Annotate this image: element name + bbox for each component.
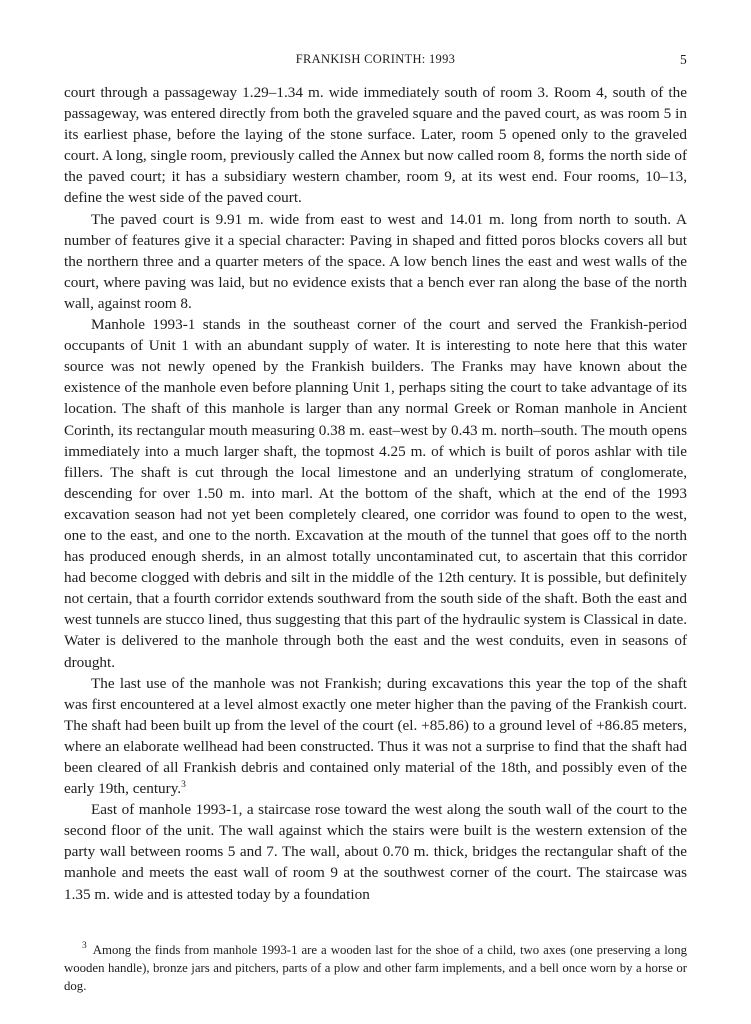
page-number: 5 (679, 52, 687, 67)
running-title: FRANKISH CORINTH: 1993 (295, 52, 456, 66)
body-text (64, 82, 687, 905)
footnote-reference[interactable]: 3 (181, 780, 186, 791)
footnote (64, 941, 687, 995)
paragraph-text: The last use of the manhole was not Frankish; during excavations this year the top of the shaft was first encountered at a level almost exactly one meter higher than the paving of the Frankish court. The shaft had been built up from the level of the court (el. +85.86) to a ground level of +86.85 meters, where an elaborate wellhead had been constructed. Thus it was not a surprise to find that the shaft had been cleared of all Frankish debris and contained only material of the 18th, and possibly even of the early 19th, century. (64, 674, 687, 798)
footnotes (64, 941, 687, 995)
footnote-text: Among the finds from manhole 1993-1 are a wooden last for the shoe of a child, two axes (one preserving a long wooden handle), bronze jars and pitchers, parts of a plow and other farm implements, and a bell once worn by a horse or dog. (64, 942, 687, 993)
paragraph: East of manhole 1993-1, a staircase rose toward the west along the south wall of the court to the second floor of the unit. The wall against which the stairs were built is the western extension of the party wall between rooms 5 and 7. The wall, about 0.70 m. thick, bridges the rectangular shaft of the manhole and meets the east wall of room 9 at the southwest corner of the court. The staircase was 1.35 m. wide and is attested today by a foundation (64, 801, 687, 903)
paragraph: Manhole 1993-1 stands in the southeast corner of the court and served the Frankish-period occupants of Unit 1 with an abundant supply of water. It is interesting to note here that this water source was not newly opened by the Frankish builders. The Franks may have known about the existence of the manhole even before planning Unit 1, perhaps siting the court to take advantage of its location. The shaft of this manhole is larger than any normal Greek or Roman manhole in Ancient Corinth, its rectangular mouth measuring 0.38 m. east–west by 0.43 m. north–south. The mouth opens immediately into a much larger shaft, the topmost 4.25 m. of which is built of poros ashlar with tile fillers. The shaft is cut through the local limestone and an underlying stratum of conglomerate, descending for over 1.50 m. into marl. At the bottom of the shaft, which at the end of the 1993 excavation season had not yet been completely cleared, one corridor was found to open to the west, one to the east, and one to the north. Excavation at the mouth of the tunnel that goes off to the north has produced enough sherds, in an almost totally uncontaminated cut, to ascertain that this corridor had become clogged with debris and silt in the middle of the 12th century. It is possible, but definitely not certain, that a fourth corridor extends southward from the south side of the shaft. Both the east and west tunnels are stucco lined, thus suggesting that this part of the hydraulic system is Classical in date. Water is delivered to the manhole through both the east and the west conduits, even in seasons of drought. (64, 316, 687, 671)
paragraph (64, 673, 687, 800)
paragraph: court through a passageway 1.29–1.34 m. wide immediately south of room 3. Room 4, south of the passageway, was entered directly from both the graveled square and the paved court, as was room 5 in its earliest phase, before the laying of the stone surface. Later, room 5 opened only to the graveled court. A long, single room, previously called the Annex but now called room 8, forms the north side of the paved court; it has a subsidiary western chamber, room 9, at its west end. Four rooms, 10–13, define the west side of the paved court. (64, 84, 687, 207)
footnote-marker: 3 (82, 941, 87, 952)
paragraph: The paved court is 9.91 m. wide from east to west and 14.01 m. long from north to south. A number of features give it a special character: Paving in shaped and fitted poros blocks covers all but the northern three and a quarter meters of the space. A low bench lines the east and west walls of the court, where paving was laid, but no evidence exists that a bench ever ran along the base of the north wall, against room 8. (64, 210, 687, 312)
running-head (64, 52, 687, 74)
